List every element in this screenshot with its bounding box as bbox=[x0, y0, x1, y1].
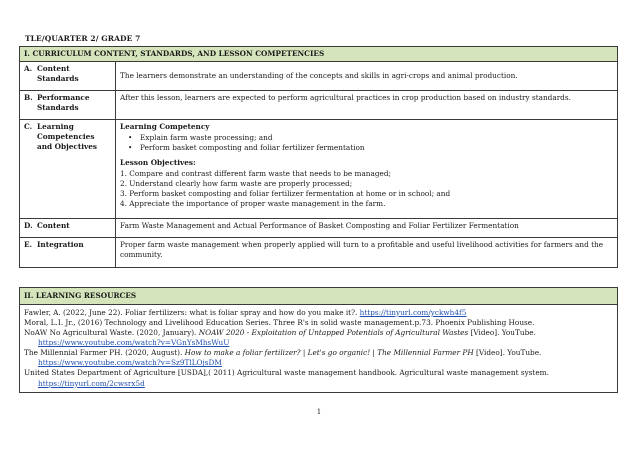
learning-resources-table bbox=[19, 287, 618, 393]
integration-label: E. Integration bbox=[20, 237, 116, 267]
list-item: • Perform basket composting and foliar fertilizer fermentation bbox=[134, 143, 613, 153]
content-standards-label: A. Content Standards bbox=[20, 61, 116, 90]
competency-heading: Learning Competency bbox=[120, 121, 210, 131]
page-number: 1 bbox=[316, 408, 322, 416]
list-item: 2. Understand clearly how farm waste are properly processed; bbox=[120, 179, 353, 189]
reference-item: NoAW No Agricultural Waste. (2020, January). NOAW 2020 - Exploitation of Untapped Potentials of Agricultural Wastes [Video]. YouTube. https://www.youtube.com/watch?v=VGnYsMhsWuU bbox=[24, 328, 536, 348]
learning-competencies-content bbox=[116, 119, 618, 218]
reference-item: The Millennial Farmer PH. (2020, August). How to make a foliar fertilizer? | Let's go organic! | The Millennial Farmer PH [Video]. YouTube. https://www.youtube.com/watch?v=Sz9TlLOjsDM bbox=[24, 348, 542, 368]
reference-link[interactable]: https://www.youtube.com/watch?v=VGnYsMhsWuU bbox=[38, 338, 230, 348]
section2-title: II. LEARNING RESOURCES bbox=[20, 288, 618, 305]
list-item: 3. Perform basket composting and foliar fertilizer fermentation at home or in school; and bbox=[120, 188, 451, 198]
performance-standards-text: After this lesson, learners are expected to perform agricultural practices in crop production based on industry standards. bbox=[116, 90, 618, 119]
learning-competencies-label: C. Learning Competencies and Objectives bbox=[20, 119, 116, 218]
reference-link[interactable]: https://tinyurl.com/2cwsrx5d bbox=[38, 378, 145, 388]
content-standards-text: The learners demonstrate an understanding of the concepts and skills in agri-crops and animal production. bbox=[116, 61, 618, 90]
document-header: TLE/QUARTER 2/ GRADE 7 bbox=[25, 34, 141, 43]
objectives-list bbox=[120, 169, 613, 208]
references-cell bbox=[20, 305, 618, 393]
curriculum-table bbox=[19, 46, 618, 268]
reference-item: Moral, L.I. Jr., (2016) Technology and Livelihood Education Series. Three R's in solid waste management.p.73. Phoenix Publishing House. bbox=[24, 318, 535, 328]
content-text: Farm Waste Management and Actual Performance of Basket Composting and Foliar Fertilizer Fermentation bbox=[116, 218, 618, 237]
list-item: 4. Appreciate the importance of proper waste management in the farm. bbox=[120, 198, 386, 208]
list-item: • Explain farm waste processing; and bbox=[134, 133, 613, 143]
content-label: D. Content bbox=[20, 218, 116, 237]
integration-text: Proper farm waste management when properly applied will turn to a profitable and useful livelihood activities for farmers and the community. bbox=[116, 237, 618, 267]
objectives-heading: Lesson Objectives: bbox=[120, 158, 196, 168]
reference-link[interactable]: https://www.youtube.com/watch?v=Sz9TlLOjsDM bbox=[38, 358, 222, 368]
section1-title: I. CURRICULUM CONTENT, STANDARDS, AND LESSON COMPETENCIES bbox=[20, 47, 618, 62]
competency-list bbox=[120, 133, 613, 153]
reference-item: United States Department of Agriculture [USDA],( 2011) Agricultural waste management handbook. Agricultural waste management system. https://tinyurl.com/2cwsrx5d bbox=[24, 368, 549, 388]
list-item: 1. Compare and contrast different farm waste that needs to be managed; bbox=[120, 169, 391, 179]
performance-standards-label: B. Performance Standards bbox=[20, 90, 116, 119]
reference-link[interactable]: https://tinyurl.com/yckwh4f5 bbox=[359, 308, 467, 318]
reference-item: Fawler, A. (2022, June 22). Foliar fertilizers: what is foliar spray and how do you make it?. https://tinyurl.com/yckwh4f5 bbox=[24, 308, 467, 318]
